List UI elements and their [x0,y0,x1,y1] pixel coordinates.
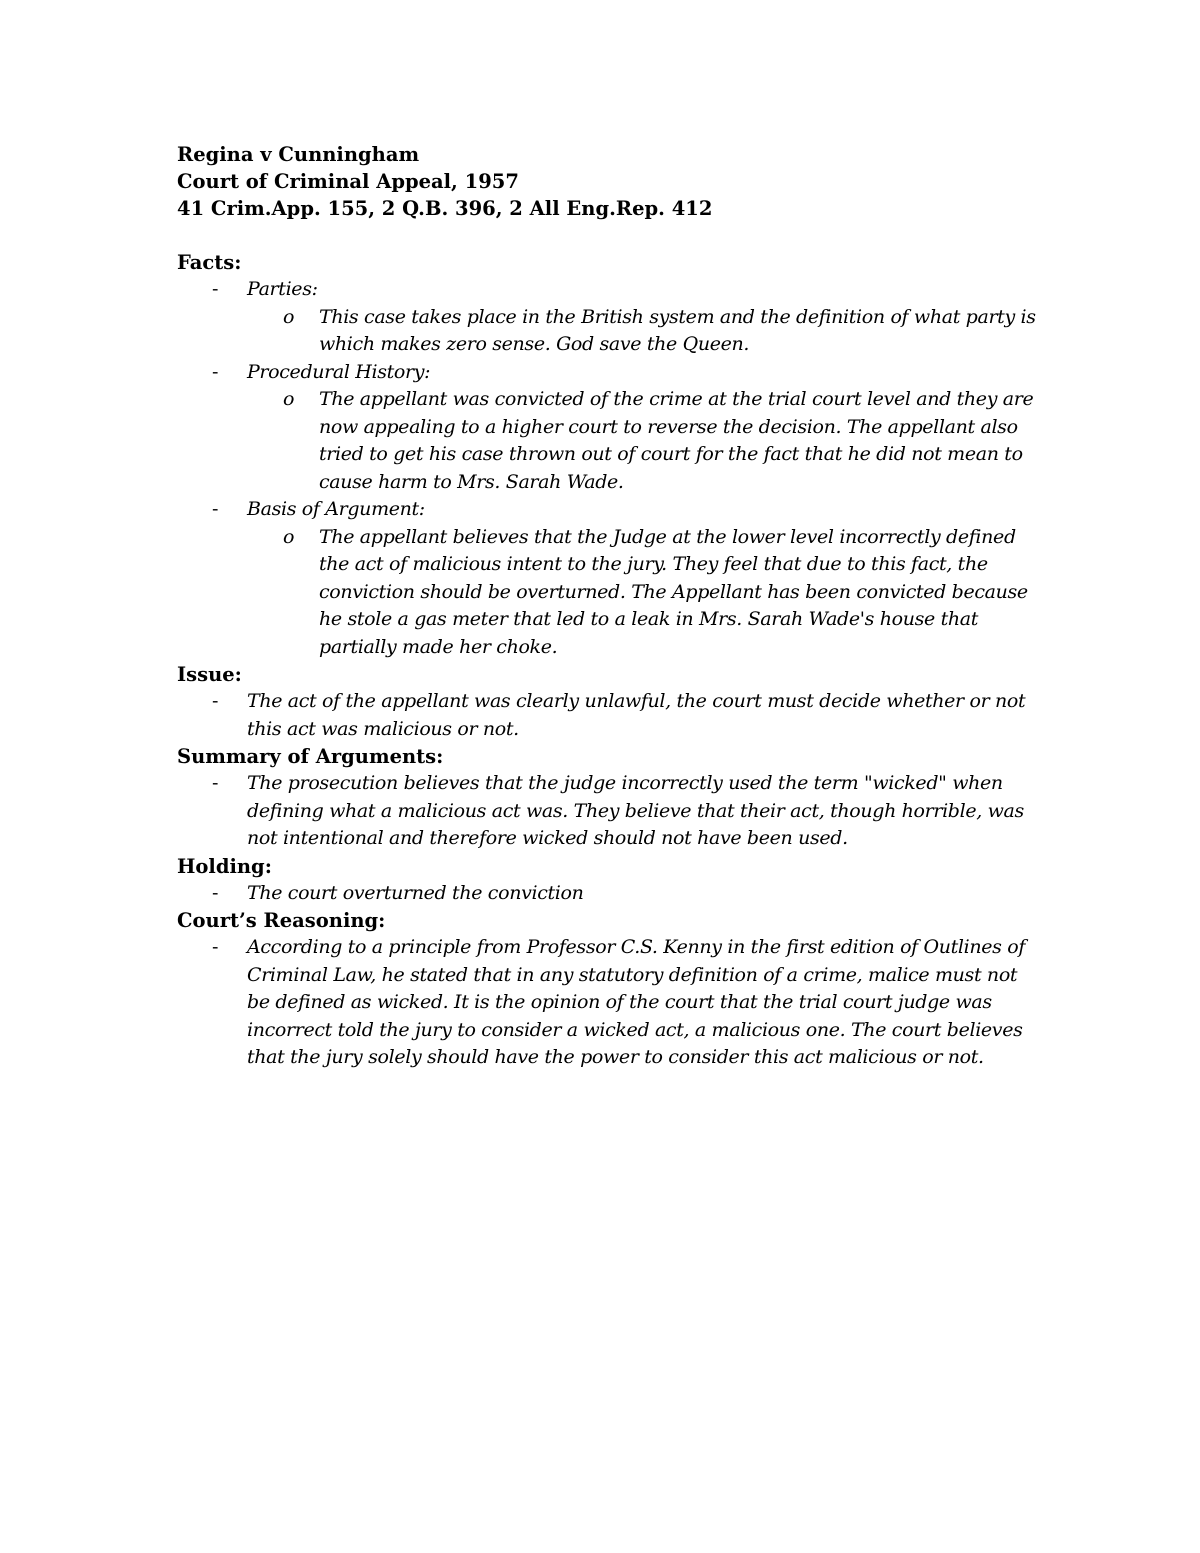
basis-of-argument-text: The appellant believes that the Judge at the lower level incorrectly defined the act of malicious intent to the jury. They feel that due to this fact, the conviction should be overturned. The Appellant has been convicted because he stole a gas meter that led to a leak in Mrs. Sarah Wade's house that partially made her choke. [319,525,1028,658]
reasoning-item [177,934,1037,1072]
document-page [177,141,1037,1072]
facts-heading: Facts: [177,251,242,274]
basis-of-argument-label: Basis of Argument: [247,498,425,520]
parties-label: Parties: [247,278,318,300]
dash-marker: - [212,498,219,520]
case-citation: 41 Crim.App. 155, 2 Q.B. 396, 2 All Eng.Rep. 412 [177,197,713,220]
procedural-history-detail [177,386,1037,496]
parties-detail [177,304,1037,359]
reasoning-text: According to a principle from Professor C.S. Kenny in the first edition of Outlines of Criminal Law, he stated that in any statutory definition of a crime, malice must not be defined as wicked. It is the opinion of the court that the trial court judge was incorrect told the jury to consider a wicked act, a malicious one. The court believes that the jury solely should have the power to consider this act malicious or not. [247,936,1026,1068]
procedural-history-label: Procedural History: [247,360,431,383]
procedural-history-text: The appellant was convicted of the crime at the trial court level and they are now appealing to a higher court to reverse the decision. The appellant also tried to get his case thrown out of court for the fact that he did not mean to cause harm to Mrs. Sarah Wade. [319,388,1034,493]
summary-text: The prosecution believes that the judge incorrectly used the term "wicked" when defining what a malicious act was. They believe that their act, though horrible, was not intentional and therefore wicked should not have been used. [247,772,1024,849]
holding-item [177,880,1037,908]
dash-marker: - [212,772,219,794]
holding-heading: Holding: [177,854,272,878]
parties-item [177,276,1037,304]
sub-bullet-marker: o [283,388,295,410]
basis-of-argument-item [177,496,1037,524]
issue-item [177,688,1037,743]
reasoning-heading: Court’s Reasoning: [177,909,386,932]
summary-heading: Summary of Arguments: [177,745,444,768]
issue-text: The act of the appellant was clearly unlawful, the court must decide whether or not this act was malicious or not. [247,690,1026,740]
dash-marker: - [212,278,219,300]
basis-of-argument-detail [177,524,1037,662]
sub-bullet-marker: o [283,525,295,548]
parties-text: This case takes place in the British system and the definition of what party is which makes zero sense. God save the Queen. [319,305,1036,355]
holding-text: The court overturned the conviction [247,881,584,904]
summary-item [177,770,1037,853]
case-name: Regina v Cunningham [177,143,420,166]
issue-heading: Issue: [177,663,242,686]
procedural-history-item [177,359,1037,387]
dash-marker: - [212,881,219,904]
dash-marker: - [212,360,219,383]
sub-bullet-marker: o [283,305,295,328]
court-name: Court of Criminal Appeal, 1957 [177,170,519,193]
dash-marker: - [212,690,219,712]
dash-marker: - [212,936,219,958]
header-spacer [177,222,1037,249]
